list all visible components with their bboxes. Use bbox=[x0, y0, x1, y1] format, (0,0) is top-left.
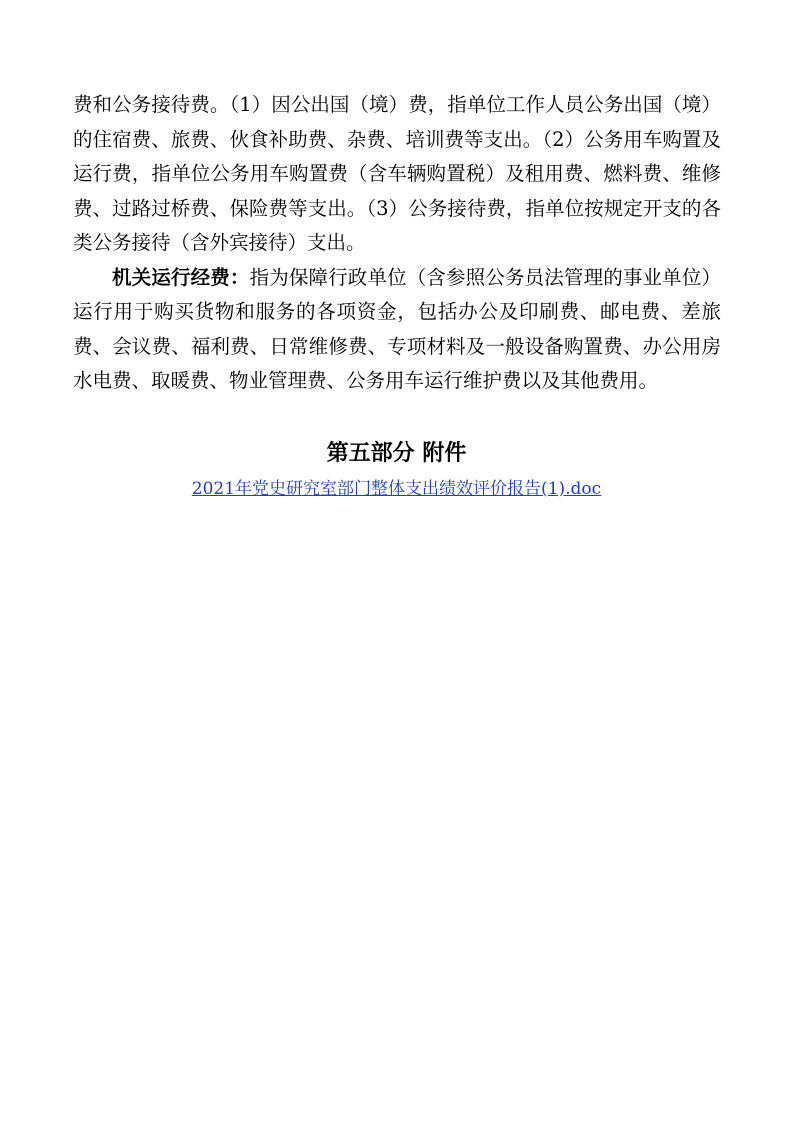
term-operating-expense: 机关运行经费： bbox=[112, 265, 250, 289]
attachment-link[interactable]: 2021年党史研究室部门整体支出绩效评价报告(1).doc bbox=[191, 479, 602, 499]
attachment-link-container bbox=[0, 476, 793, 502]
operating-expense-description: 指为保障行政单位（含参照公务员法管理的事业单位）运行用于购买货物和服务的各项资金，包括办公及印刷费、邮电费、差旅费、会议费、福利费、日常维修费、专项材料及一般设备购置费、办公用房水电费、取暖费、物业管理费、公务用车运行维护费以及其他费用。 bbox=[73, 265, 721, 392]
paragraph-public-expense-definition: 费和公务接待费。（1）因公出国（境）费，指单位工作人员公务出国（境）的住宿费、旅费、伙食补助费、杂费、培训费等支出。（2）公务用车购置及运行费，指单位公务用车购置费（含车辆购置税）及租用费、燃料费、维修费、过路过桥费、保险费等支出。（3）公务接待费，指单位按规定开支的各类公务接待（含外宾接待）支出。 bbox=[73, 93, 721, 254]
body-text bbox=[73, 88, 721, 399]
section-heading-attachments: 第五部分 附件 bbox=[326, 441, 467, 466]
paragraph-operating-expense-definition bbox=[73, 261, 721, 399]
